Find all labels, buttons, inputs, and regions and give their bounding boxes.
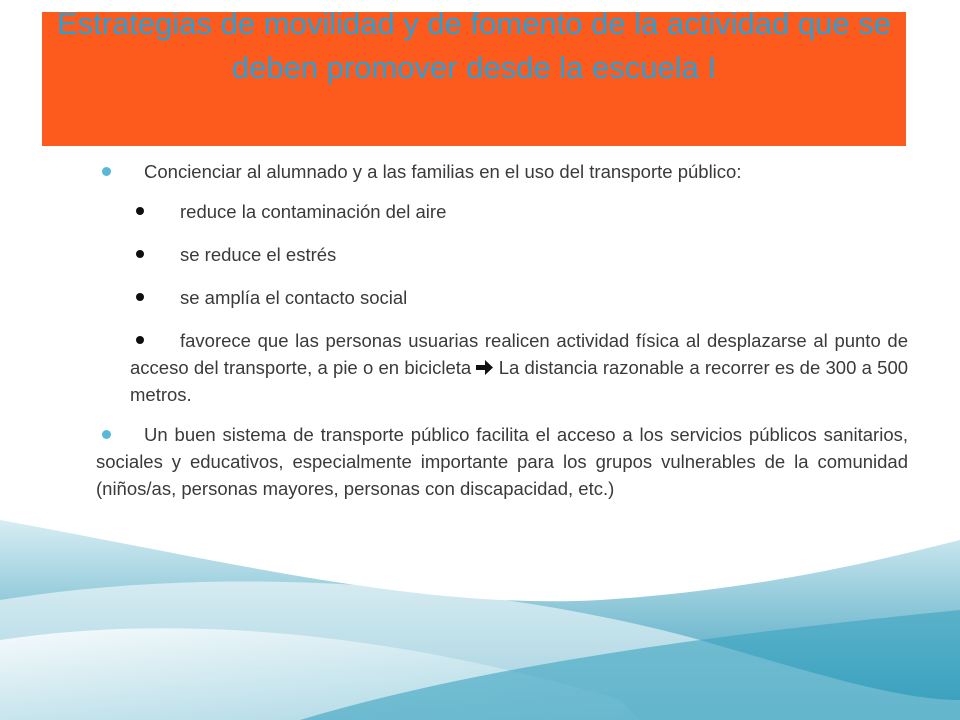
- slide-content: [96, 158, 908, 502]
- slide-title: Estrategias de movilidad y de fomento de la actividad que se deben promover desde la escuela I: [56, 12, 892, 85]
- bullet-item: [96, 421, 908, 502]
- title-band: [42, 12, 906, 146]
- black-dot-bullet-icon: [136, 207, 144, 215]
- bullet-item: [96, 158, 908, 185]
- bullet-text: Un buen sistema de transporte público facilita el acceso a los servicios públicos sanitarios, sociales y educativos, especialmente importante para los grupos vulnerables de la comunidad (niños/as, personas mayores, personas con discapacidad, etc.): [96, 424, 908, 499]
- sub-bullet-text: reduce la contaminación del aire: [180, 201, 447, 222]
- sub-bullet-item: [130, 241, 908, 268]
- sub-bullet-text: se reduce el estrés: [180, 244, 337, 265]
- black-dot-bullet-icon: [136, 336, 144, 344]
- sub-bullet-item: [130, 327, 908, 408]
- sub-bullet-text: favorece que las personas usuarias realicen actividad física al desplazarse al punto de acceso del transporte, a pie o en bicicleta: [130, 330, 908, 378]
- sub-bullet-item: [130, 284, 908, 311]
- sub-bullet-item: [130, 198, 908, 225]
- black-dot-bullet-icon: [136, 250, 144, 258]
- circle-bullet-icon: [102, 167, 111, 176]
- sub-bullet-text-with-arrow: [130, 327, 908, 408]
- right-arrow-icon: [476, 360, 493, 375]
- sub-bullet-text: se amplía el contacto social: [180, 287, 408, 308]
- sub-bullet-note: La distancia razonable a recorrer es de 300 a 500 metros.: [130, 357, 909, 405]
- black-dot-bullet-icon: [136, 293, 144, 301]
- bullet-text: Concienciar al alumnado y a las familias en el uso del transporte público:: [144, 161, 742, 182]
- circle-bullet-icon: [102, 430, 111, 439]
